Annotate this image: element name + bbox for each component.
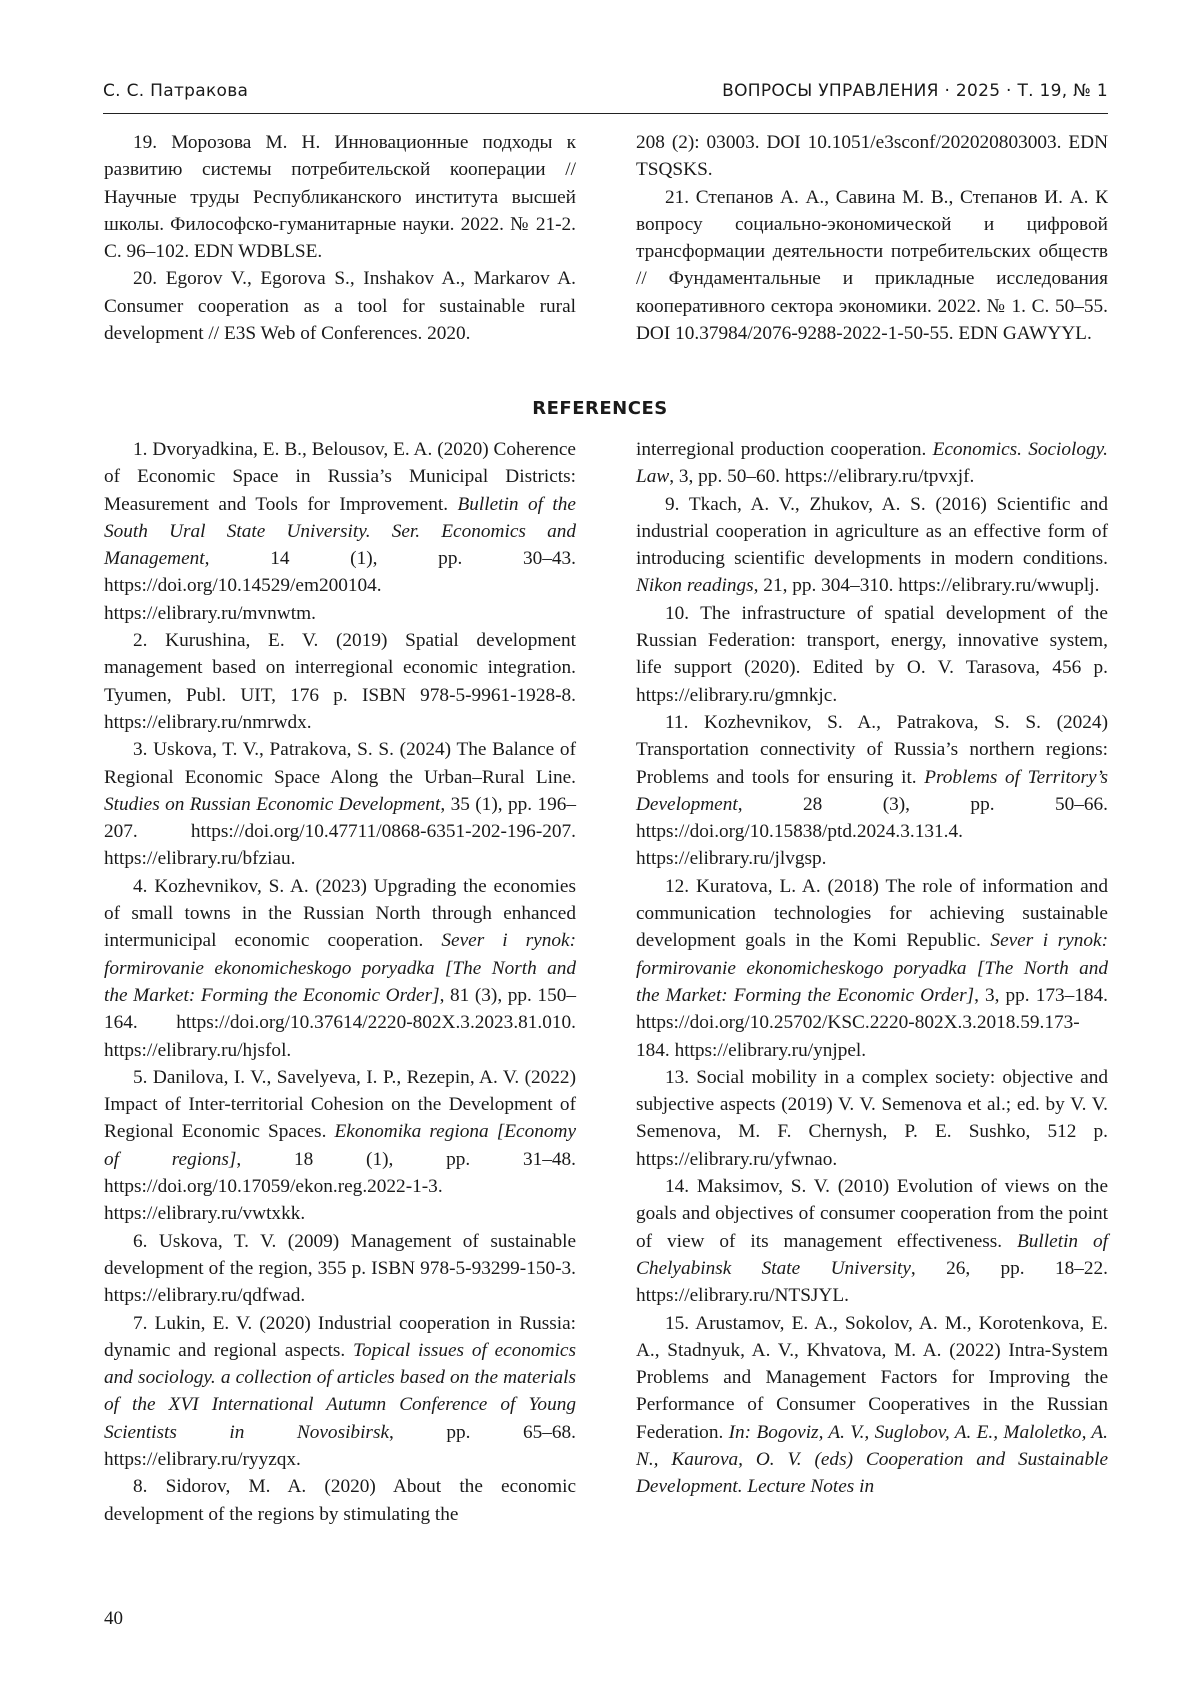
reference-text: 1. Dvoryadkina, E. B., Belousov, E. A. (2020) Coherence of Economic Space in Russia’s Municipal Districts: Measurement and Tools for Improvement. (104, 439, 576, 515)
reference-source-title: Nikon readings (636, 575, 754, 596)
reference-entry (636, 709, 1108, 873)
reference-text: 5. Danilova, I. V., Savelyeva, I. P., Rezepin, A. V. (2022) Impact of Inter-territorial Cohesion on the Development of Regional Economic Spaces. (104, 1067, 576, 1143)
reference-entry (636, 1173, 1108, 1309)
reference-text: interregional production cooperation. (636, 439, 933, 460)
reference-entry (636, 1310, 1108, 1501)
header-journal: ВОПРОСЫ УПРАВЛЕНИЯ · 2025 · Т. 19, № 1 (722, 81, 1108, 101)
reference-source-title: Sever i rynok: formirovanie ekonomicheskogo poryadka [The North and the Market: Forming the Economic Order] (636, 930, 1108, 1006)
page-number: 40 (104, 1608, 123, 1630)
reference-text: 9. Tkach, A. V., Zhukov, A. S. (2016) Scientific and industrial cooperation in agriculture as an effective form of introducing scientific developments in modern conditions. (636, 494, 1108, 570)
reference-entry: 21. Степанов А. А., Савина М. В., Степанов И. А. К вопросу социально-экономической и цифровой трансформации деятельности потребительских обществ // Фундаментальные и прикладные исследования кооперативного сектора экономики. 2022. № 1. С. 50–55. DOI 10.37984/2076-9288-2022-1-50-55. EDN GAWYYL. (636, 184, 1108, 348)
reference-text: 12. Kuratova, L. A. (2018) The role of information and communication technologies for achieving sustainable development goals in the Komi Republic. (636, 876, 1108, 952)
reference-text: 6. Uskova, T. V. (2009) Management of sustainable development of the region, 355 p. ISBN 978-5-93299-150-3. https://elibrary.ru/qdfwad. (104, 1231, 576, 1307)
reference-entry (104, 873, 576, 1064)
reference-text: 11. Kozhevnikov, S. A., Patrakova, S. S. (2024) Transportation connectivity of Russia’s northern regions: Problems and tools for ensuring it. (636, 712, 1108, 788)
reference-source-title: Studies on Russian Economic Development (104, 794, 440, 815)
reference-entry (636, 600, 1108, 709)
running-header (103, 77, 1108, 114)
reference-text: 8. Sidorov, M. A. (2020) About the economic development of the regions by stimulating the (104, 1476, 576, 1524)
header-author: С. С. Патракова (103, 81, 248, 101)
reference-text: , pp. 65–68. https://elibrary.ru/ryyzqx. (104, 1422, 576, 1470)
reference-text: 13. Social mobility in a complex society: objective and subjective aspects (2019) V. V. Semenova et al.; ed. by V. V. Semenova, M. F. Chernysh, P. E. Sushko, 512 p. https://elibrary.ru/yfwnao. (636, 1067, 1108, 1170)
reference-source-title: Bulletin of the South Ural State University. Ser. Economics and Management (104, 494, 576, 570)
reference-entry (104, 1473, 576, 1528)
reference-text: , 3, pp. 50–60. https://elibrary.ru/tpvxjf. (669, 466, 974, 487)
reference-text: 3. Uskova, T. V., Patrakova, S. S. (2024) The Balance of Regional Economic Space Along the Urban–Rural Line. (104, 739, 576, 787)
reference-source-title: Problems of Territory’s Development (636, 767, 1108, 815)
reference-text: , 3, pp. 173–184. https://doi.org/10.25702/KSC.2220-802X.3.2018.59.173-184. https://elibrary.ru/ynjpel. (636, 985, 1108, 1061)
reference-entry (104, 1064, 576, 1228)
references-left-column (104, 436, 576, 1528)
reference-text: , 21, pp. 304–310. https://elibrary.ru/wwuplj. (754, 575, 1100, 596)
top-left-column (104, 129, 576, 347)
reference-text: 7. Lukin, E. V. (2020) Industrial cooperation in Russia: dynamic and regional aspects. (104, 1313, 576, 1361)
reference-source-title: Topical issues of economics and sociology. a collection of articles based on the materials of the XVI International Autumn Conference of Young Scientists in Novosibirsk (104, 1340, 576, 1443)
references-right-column (636, 436, 1108, 1501)
reference-source-title: In: Bogoviz, A. V., Suglobov, A. E., Maloletko, A. N., Kaurova, O. V. (eds) Cooperation and Sustainable Development. Lecture Notes in (636, 1422, 1108, 1498)
reference-entry (636, 1064, 1108, 1173)
reference-text: , 14 (1), pp. 30–43. https://doi.org/10.14529/em200104. https://elibrary.ru/mvnwtm. (104, 548, 576, 624)
reference-entry: 20. Egorov V., Egorova S., Inshakov A., Markarov A. Consumer cooperation as a tool for sustainable rural development // E3S Web of Conferences. 2020. (104, 265, 576, 347)
reference-text: , 28 (3), pp. 50–66. https://doi.org/10.15838/ptd.2024.3.131.4. https://elibrary.ru/jlvgsp. (636, 794, 1108, 870)
reference-entry (636, 873, 1108, 1064)
reference-entry (104, 1310, 576, 1474)
reference-entry (636, 491, 1108, 600)
top-right-column (636, 129, 1108, 347)
reference-entry (636, 436, 1108, 491)
reference-text: , 35 (1), pp. 196–207. https://doi.org/10.47711/0868-6351-202-196-207. https://elibrary.ru/bfziau. (104, 794, 576, 870)
reference-source-title: Sever i rynok: formirovanie ekonomicheskogo poryadka [The North and the Market: Forming the Economic Order] (104, 930, 576, 1006)
reference-entry (104, 436, 576, 627)
reference-text: , 81 (3), pp. 150–164. https://doi.org/10.37614/2220-802X.3.2023.81.010. https://elibrary.ru/hjsfol. (104, 985, 576, 1061)
reference-text: 2. Kurushina, E. V. (2019) Spatial development management based on interregional economic integration. Tyumen, Publ. UIT, 176 p. ISBN 978-5-9961-1928-8. https://elibrary.ru/nmrwdx. (104, 630, 576, 733)
reference-text: , 18 (1), pp. 31–48. https://doi.org/10.17059/ekon.reg.2022-1-3. https://elibrary.ru/vwtxkk. (104, 1149, 576, 1225)
reference-text: 15. Arustamov, E. A., Sokolov, A. M., Korotenkova, E. A., Stadnyuk, A. V., Khvatova, M. A. (2022) Intra-System Problems and Management Factors for Improving the Performance of Consumer Cooperatives in the Russian Federation. (636, 1313, 1108, 1443)
reference-source-title: Ekonomika regiona [Economy of regions] (104, 1121, 576, 1169)
reference-entry: 208 (2): 03003. DOI 10.1051/e3sconf/202020803003. EDN TSQSKS. (636, 129, 1108, 184)
reference-entry (104, 736, 576, 872)
reference-text: 4. Kozhevnikov, S. A. (2023) Upgrading the economies of small towns in the Russian North through enhanced intermunicipal economic cooperation. (104, 876, 576, 952)
reference-entry (104, 627, 576, 736)
reference-entry (104, 1228, 576, 1310)
references-heading: REFERENCES (0, 398, 1200, 419)
reference-text: 10. The infrastructure of spatial development of the Russian Federation: transport, energy, innovative system, life support (2020). Edited by O. V. Tarasova, 456 p. https://elibrary.ru/gmnkjc. (636, 603, 1108, 706)
reference-source-title: Economics. Sociology. Law (636, 439, 1108, 487)
reference-text: , 26, pp. 18–22. https://elibrary.ru/NTSJYL. (636, 1258, 1108, 1306)
reference-source-title: Bulletin of Chelyabinsk State University (636, 1231, 1108, 1279)
reference-entry: 19. Морозова М. Н. Инновационные подходы к развитию системы потребительской кооперации // Научные труды Республиканского института высшей школы. Философско-гуманитарные науки. 2022. № 21-2. С. 96–102. EDN WDBLSE. (104, 129, 576, 265)
reference-text: 14. Maksimov, S. V. (2010) Evolution of views on the goals and objectives of consumer cooperation from the point of view of its management effectiveness. (636, 1176, 1108, 1252)
